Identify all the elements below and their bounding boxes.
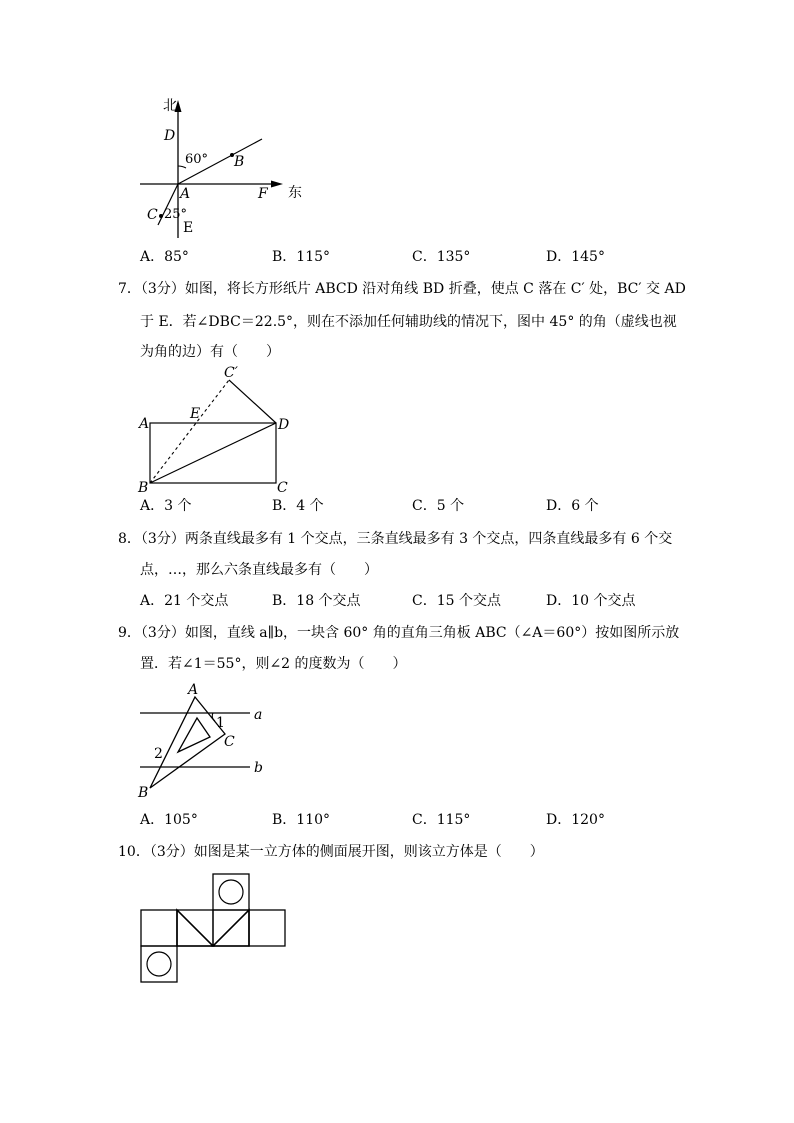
q6-option-b[interactable]: B．115° bbox=[272, 249, 331, 265]
q8-option-b[interactable]: B．18 个交点 bbox=[272, 593, 361, 609]
diagonal-bd bbox=[150, 423, 276, 483]
q8-option-c[interactable]: C．15 个交点 bbox=[412, 593, 501, 609]
label-c-prime: C′ bbox=[224, 365, 238, 381]
north-label: 北 bbox=[163, 98, 177, 114]
q8-text-line-1: 8．（3分）两条直线最多有 1 个交点，三条直线最多有 3 个交点，四条直线最多有 6 个交 bbox=[118, 531, 673, 547]
q7-fold-figure bbox=[0, 360, 794, 500]
q10-cube-net-figure bbox=[0, 868, 794, 988]
q9-option-b[interactable]: B．110° bbox=[272, 812, 331, 828]
q8-option-d[interactable]: D．10 个交点 bbox=[546, 593, 636, 609]
q6-option-d[interactable]: D．145° bbox=[546, 249, 605, 265]
label-line-a: a bbox=[254, 707, 263, 723]
triangle-shade-2 bbox=[177, 910, 213, 946]
q9-text-line-1: 9．（3分）如图，直线 a∥b，一块含 60° 角的直角三角板 ABC（∠A＝60°）按如图所示放 bbox=[118, 625, 680, 641]
circle-pattern-top bbox=[219, 880, 243, 904]
label-line-b: b bbox=[254, 760, 263, 776]
label-a: A bbox=[139, 416, 150, 432]
q8-text-line-2: 点，…，那么六条直线最多有（ ） bbox=[140, 562, 378, 578]
east-arrowhead bbox=[271, 181, 283, 188]
label-angle-2: 2 bbox=[154, 746, 163, 762]
triangle-outer bbox=[150, 697, 225, 788]
label-c: C bbox=[147, 207, 158, 223]
folded-edge-bc1 bbox=[150, 380, 229, 483]
q7-option-c[interactable]: C．5 个 bbox=[412, 498, 465, 514]
q9-option-d[interactable]: D．120° bbox=[546, 812, 605, 828]
q7-text-line-1: 7．（3分）如图，将长方形纸片 ABCD 沿对角线 BD 折叠，使点 C 落在 C′ 处，BC′ 交 AD bbox=[118, 281, 686, 297]
east-label: 东 bbox=[288, 185, 302, 201]
label-c-vertex: C bbox=[224, 734, 235, 750]
label-angle-1: 1 bbox=[216, 715, 225, 731]
q6-compass-figure bbox=[0, 0, 794, 260]
label-f: F bbox=[258, 186, 268, 202]
label-a: A bbox=[180, 186, 191, 202]
q10-text-line-1: 10．（3分）如图是某一立方体的侧面展开图，则该立方体是（ ） bbox=[118, 844, 544, 860]
q9-option-a[interactable]: A．105° bbox=[140, 812, 198, 828]
angle-1-arc bbox=[212, 713, 215, 721]
angle-25-label: 25° bbox=[164, 207, 188, 222]
net-square-4 bbox=[249, 910, 285, 946]
q6-option-a[interactable]: A．85° bbox=[140, 249, 189, 265]
label-d: D bbox=[164, 128, 176, 144]
label-e: E bbox=[190, 406, 201, 422]
angle-60-label: 60° bbox=[185, 152, 209, 167]
circle-pattern-bottom bbox=[147, 952, 171, 976]
triangle-shade-3 bbox=[213, 910, 249, 946]
folded-edge-c1d bbox=[229, 380, 276, 423]
point-c bbox=[159, 214, 163, 218]
q8-option-a[interactable]: A．21 个交点 bbox=[140, 593, 229, 609]
q7-option-a[interactable]: A．3 个 bbox=[140, 498, 192, 514]
net-square-1 bbox=[141, 910, 177, 946]
label-b: B bbox=[234, 154, 245, 170]
label-b: B bbox=[138, 480, 149, 496]
q6-option-c[interactable]: C．135° bbox=[412, 249, 471, 265]
q9-triangle-figure bbox=[0, 675, 794, 805]
label-b-vertex: B bbox=[138, 785, 149, 801]
q9-option-c[interactable]: C．115° bbox=[412, 812, 471, 828]
label-e: E bbox=[183, 220, 194, 236]
q7-option-b[interactable]: B．4 个 bbox=[272, 498, 324, 514]
label-c: C bbox=[277, 480, 288, 496]
label-d: D bbox=[278, 417, 290, 433]
q7-option-d[interactable]: D．6 个 bbox=[546, 498, 599, 514]
q7-text-line-3: 为角的边）有（ ） bbox=[140, 344, 280, 360]
label-a-vertex: A bbox=[188, 682, 199, 698]
q9-text-line-2: 置．若∠1＝55°，则∠2 的度数为（ ） bbox=[140, 656, 407, 672]
q7-text-line-2: 于 E．若∠DBC＝22.5°，则在不添加任何辅助线的情况下，图中 45° 的角（虚线也视 bbox=[140, 314, 677, 330]
